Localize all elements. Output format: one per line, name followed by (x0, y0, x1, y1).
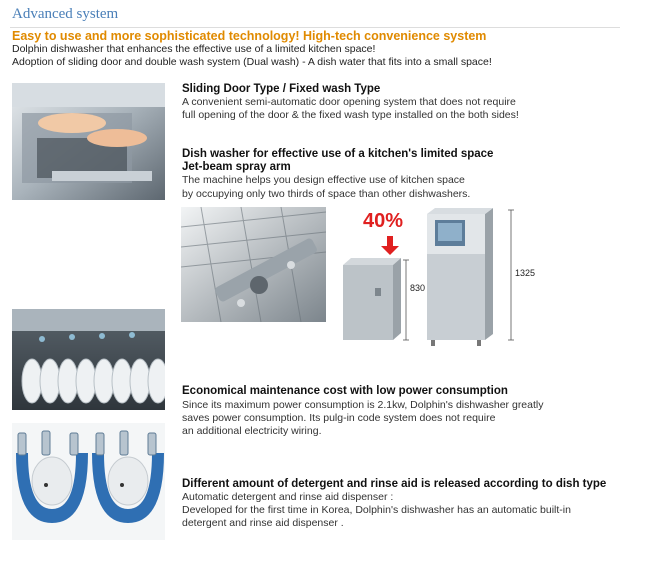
cost-line-3: an additional electricity wiring. (182, 425, 322, 437)
detergent-line-1: Automatic detergent and rinse aid dispenser : (182, 491, 394, 503)
detergent-line-3: detergent and rinse aid dispenser . (182, 517, 344, 529)
sliding-line-1: A convenient semi-automatic door opening system that does not require (182, 96, 516, 108)
header-divider (10, 27, 620, 28)
height-large-label: 1325 (515, 268, 536, 278)
page-title: Advanced system (12, 6, 119, 22)
space-subtitle: Jet-beam spray arm (182, 161, 291, 173)
intro-line-1: Dolphin dishwasher that enhances the effective use of a limited kitchen space! (12, 43, 376, 55)
detergent-title: Different amount of detergent and rinse aid is released according to dish type (182, 478, 607, 490)
cost-line-1: Since its maximum power consumption is 2.1kw, Dolphin's dishwasher greatly (182, 399, 544, 411)
sliding-door-photo (12, 83, 165, 200)
dispenser-photo (12, 423, 165, 540)
sliding-line-2: full opening of the door & the fixed wash type installed on the both sides! (182, 109, 519, 121)
tagline: Easy to use and more sophisticated technology! High-tech convenience system (12, 29, 487, 43)
height-small-label: 830 (410, 283, 426, 293)
space-line-2: by occupying only two thirds of space than other dishwashers. (182, 188, 471, 200)
spray-arm-photo (181, 207, 326, 322)
detergent-line-2: Developed for the first time in Korea, Dolphin's dishwasher has an automatic built-in (182, 504, 571, 516)
intro-line-2: Adoption of sliding door and double wash system (Dual wash) - A dish water that fits into a small space! (12, 56, 492, 68)
space-line-1: The machine helps you design effective use of kitchen space (182, 174, 465, 186)
cost-title: Economical maintenance cost with low power consumption (182, 385, 508, 397)
dish-rack-photo (12, 309, 165, 410)
space-title: Dish washer for effective use of a kitchen's limited space (182, 148, 494, 160)
cost-line-2: saves power consumption. Its pulg-in code system does not require (182, 412, 496, 424)
percent-label: 40% (363, 210, 404, 232)
sliding-title: Sliding Door Type / Fixed wash Type (182, 83, 381, 95)
